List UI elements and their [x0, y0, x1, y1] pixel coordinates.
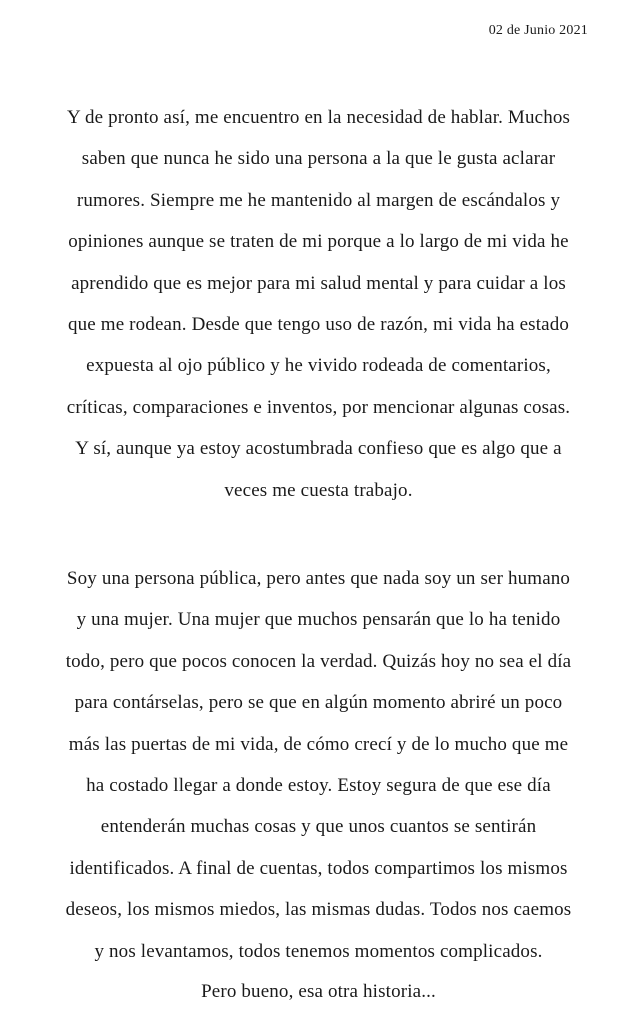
paragraph-line: opiniones aunque se traten de mi porque a lo largo de mi vida he: [68, 231, 569, 253]
paragraph-1: [0, 97, 637, 511]
paragraph-line: deseos, los mismos miedos, las mismas dudas. Todos nos caemos: [65, 899, 572, 921]
paragraph-line: críticas, comparaciones e inventos, por mencionar algunas cosas.: [66, 396, 571, 418]
paragraph-line: rumores. Siempre me he mantenido al margen de escándalos y: [76, 189, 561, 211]
paragraph-line: Y sí, aunque ya estoy acostumbrada confieso que es algo que a: [75, 438, 562, 460]
paragraph-line: más las puertas de mi vida, de cómo crecí y de lo mucho que me: [68, 733, 569, 755]
paragraph-line: que me rodean. Desde que tengo uso de razón, mi vida ha estado: [67, 314, 570, 336]
paragraph-line: entenderán muchas cosas y que unos cuantos se sentirán: [100, 816, 537, 838]
paragraph-2: [0, 558, 637, 972]
closing-line: Pero bueno, esa otra historia...: [201, 981, 436, 1002]
paragraph-line: y nos levantamos, todos tenemos momentos complicados.: [94, 940, 543, 962]
paragraph-line: veces me cuesta trabajo.: [224, 479, 413, 501]
paragraph-line: aprendido que es mejor para mi salud mental y para cuidar a los: [71, 272, 566, 294]
paragraph-line: y una mujer. Una mujer que muchos pensarán que lo ha tenido: [76, 609, 561, 631]
letter-date: 02 de Junio 2021: [488, 23, 588, 38]
paragraph-line: para contárselas, pero se que en algún momento abriré un poco: [74, 692, 563, 714]
paragraph-line: expuesta al ojo público y he vivido rodeada de comentarios,: [86, 355, 551, 377]
paragraph-line: Y de pronto así, me encuentro en la necesidad de hablar. Muchos: [66, 107, 571, 128]
paragraph-line: Soy una persona pública, pero antes que nada soy un ser humano: [66, 568, 571, 589]
paragraph-line: ha costado llegar a donde estoy. Estoy segura de que ese día: [86, 775, 551, 797]
paragraph-line: identificados. A final de cuentas, todos compartimos los mismos: [69, 857, 568, 879]
paragraph-line: saben que nunca he sido una persona a la que le gusta aclarar: [81, 148, 556, 170]
paragraph-line: todo, pero que pocos conocen la verdad. Quizás hoy no sea el día: [65, 650, 572, 672]
